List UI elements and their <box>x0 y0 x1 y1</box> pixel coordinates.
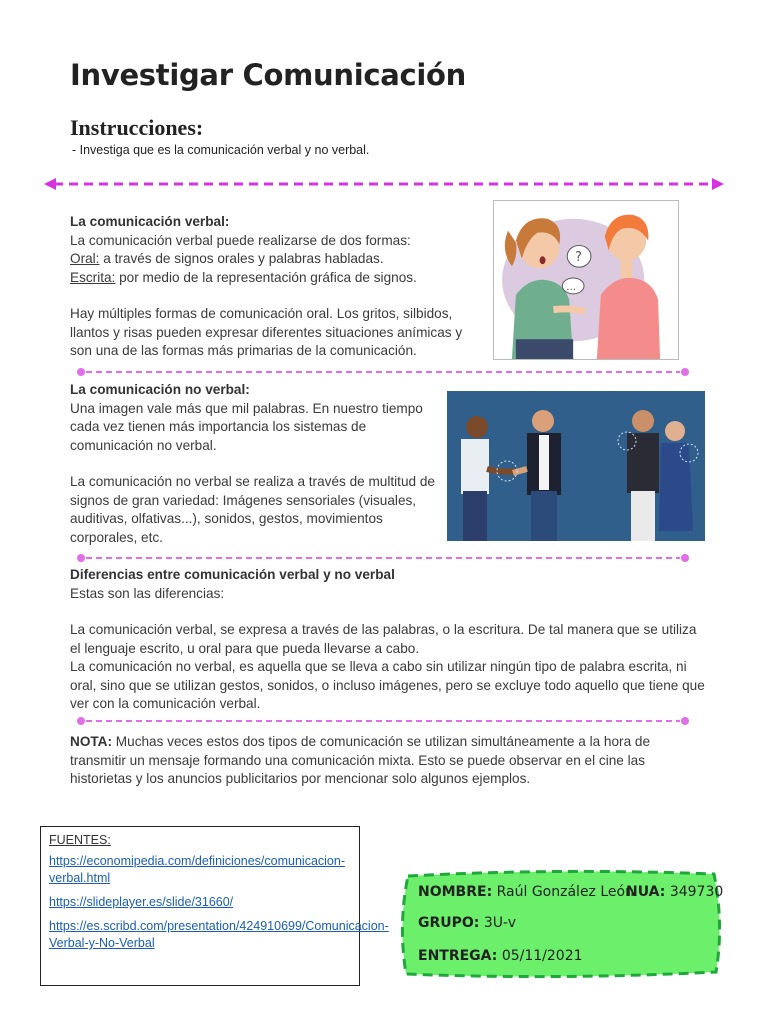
group-label: GRUPO: <box>418 915 480 931</box>
nonverbal-paragraph-2: La comunicación no verbal se realiza a través de multitud de signos de gran variedad: Imágenes sensoriales (visuales, auditivas, olfativas...), sonidos, gestos, movimientos corporales, etc. <box>70 474 435 545</box>
dotted-divider <box>76 715 690 727</box>
differences-paragraph-1: La comunicación verbal, se expresa a través de las palabras, o la escritura. De tal manera que se utiliza el lenguaje escrito, u oral para que pueda llevarse a cabo. <box>70 622 697 656</box>
nonverbal-heading: La comunicación no verbal: <box>70 382 250 397</box>
dotted-divider <box>76 366 690 378</box>
delivery-label: ENTREGA: <box>418 948 498 964</box>
name-label: NOMBRE: <box>418 884 493 900</box>
delivery-line <box>418 948 583 964</box>
differences-heading: Diferencias entre comunicación verbal y no verbal <box>70 567 395 582</box>
nua-label: NUA: <box>626 884 666 900</box>
instructions-text: - Investiga que es la comunicación verbal y no verbal. <box>72 143 370 157</box>
differences-intro: Estas son las diferencias: <box>70 585 225 601</box>
student-name: Raúl González León <box>496 884 634 900</box>
note-text: Muchas veces estos dos tipos de comunicación se utilizan simultáneamente a la hora de transmitir un mensaje formando una comunicación mixta. Esto se puede observar en el cine las historietas y los anuncios publicitarios por mencionar solo algunos ejemplos. <box>70 734 651 786</box>
name-line <box>418 884 634 900</box>
written-text: por medio de la representación gráfica de signos. <box>115 269 417 285</box>
note-paragraph <box>70 733 700 789</box>
verbal-oral-line <box>70 250 480 269</box>
oral-label: Oral: <box>70 251 100 266</box>
note-label: NOTA: <box>70 734 113 749</box>
group-line <box>418 915 516 931</box>
page-title: Investigar Comunicación <box>70 58 467 92</box>
student-group: 3U-v <box>483 915 516 931</box>
nonverbal-section <box>70 381 440 547</box>
student-nua: 349730 <box>669 884 724 900</box>
differences-section <box>70 566 706 714</box>
student-info-card <box>398 868 724 980</box>
sources-heading: FUENTES: <box>49 833 111 847</box>
verbal-written-line <box>70 269 480 288</box>
women-talking-illustration <box>493 200 679 360</box>
nonverbal-paragraph-1: Una imagen vale más que mil palabras. En nuestro tiempo cada vez tienen más importancia los sistemas de comunicación no verbal. <box>70 400 423 453</box>
question-mark-icon: ? <box>575 250 582 266</box>
student-delivery: 05/11/2021 <box>501 948 583 964</box>
nua-line <box>626 884 723 900</box>
verbal-paragraph: Hay múltiples formas de comunicación oral. Los gritos, silbidos, llantos y risas pueden expresar diferentes situaciones anímicas y son una de las formas más primarias de la comunicación. <box>70 306 463 358</box>
source-link-2[interactable]: https://slideplayer.es/slide/31660/ <box>49 895 234 909</box>
verbal-intro: La comunicación verbal puede realizarse de dos formas: <box>70 232 411 248</box>
verbal-section <box>70 213 480 361</box>
written-label: Escrita: <box>70 269 116 285</box>
top-double-arrow-divider <box>44 176 724 192</box>
verbal-heading: La comunicación verbal: <box>70 214 230 229</box>
differences-paragraph-2: La comunicación no verbal, es aquella que se lleva a cabo sin utilizar ningún tipo de palabra escrita, ni oral, sino que se utilizan gestos, sonidos, o incluso imágenes, pero se excluye todo aquello que tiene que ver con la comunicación verbal. <box>70 659 705 711</box>
people-gestures-illustration <box>447 391 705 541</box>
sources-box <box>40 826 389 986</box>
ellipsis-icon: … <box>566 281 577 293</box>
source-link-1[interactable]: https://economipedia.com/definiciones/comunicacion-verbal.html <box>49 854 345 885</box>
source-link-3[interactable]: https://es.scribd.com/presentation/424910699/Comunicacion-Verbal-y-No-Verbal <box>49 919 389 950</box>
instructions-heading: Instrucciones: <box>70 115 204 140</box>
oral-text: a través de signos orales y palabras habladas. <box>99 251 384 266</box>
dotted-divider <box>76 552 690 564</box>
